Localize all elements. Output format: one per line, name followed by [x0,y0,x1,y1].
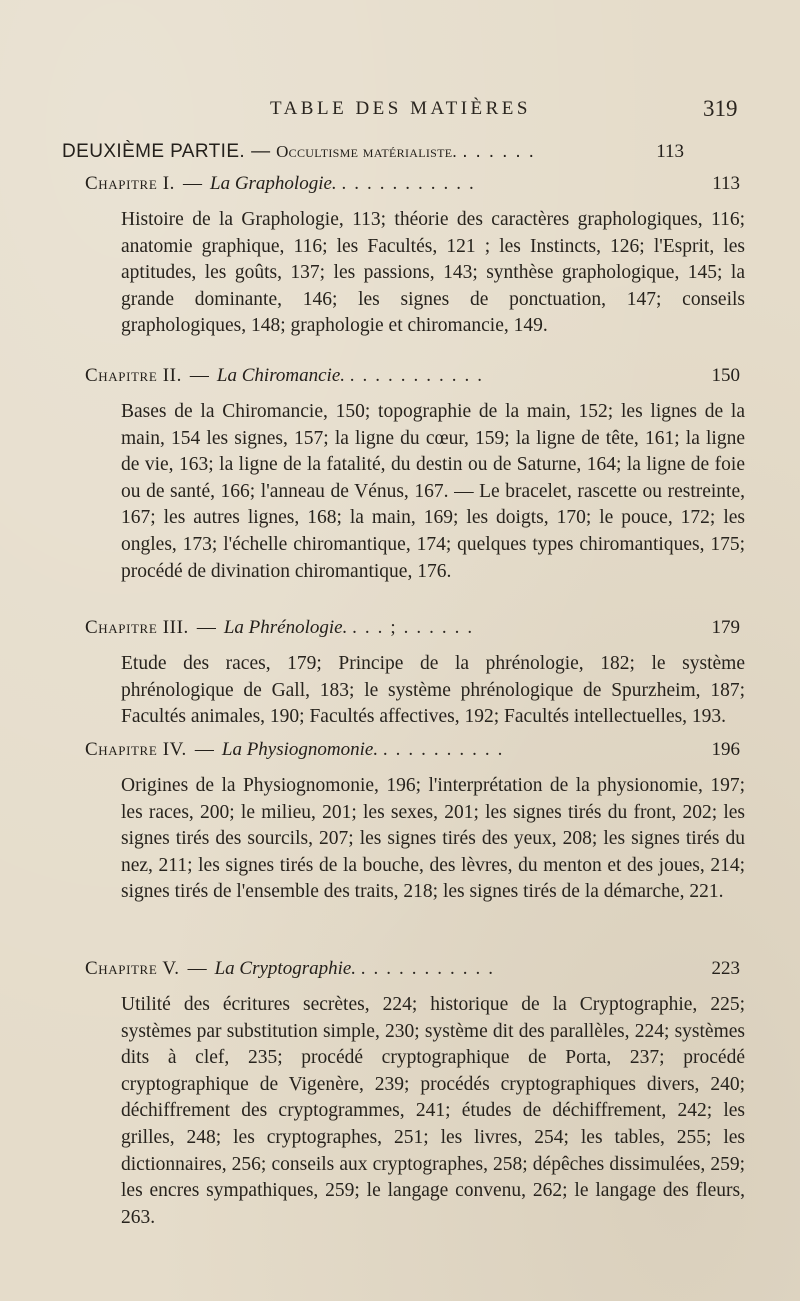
chapter-contents: Bases de la Chiromancie, 150; topographie de la main, 152; les lignes de la main, 154 les signes, 157; la ligne du cœur, 159; la ligne de tête, 161; la ligne de vie, 163; la ligne de la fatalité, du destin ou de Saturne, 164; la ligne de foie ou de santé, 166; l'anneau de Vénus, 167. — Le bracelet, rascette ou restreinte, 167; les autres lignes, 168; la main, 169; les doigts, 170; le pouce, 172; les ongles, 173; l'échelle chiromantique, 174; quelques types chiromantiques, 175; procédé de divination chiromantique, 176. [121,401,745,582]
chapter-label: Chapitre IV. [85,739,187,760]
dot-leader: ........... [360,958,502,979]
chapter-label: Chapitre V. [85,958,180,979]
chapter-entry-2 [85,365,745,585]
chapter-contents: Origines de la Physiognomonie, 196; l'interprétation de la physionomie, 197; les races, 200; le milieu, 201; les sexes, 201; les signes tirés du front, 202; les signes tirés des sourcils, 207; les signes tirés des yeux, 208; les signes tirés du nez, 211; les signes tirés de la bouche, des lèvres, du menton et des joues, 214; signes tirés de l'ensemble des traits, 218; les signes tirés de la démarche, 221. [121,775,745,903]
chapter-title: La Physiognomonie. [221,739,379,760]
running-title: TABLE DES MATIÈRES [270,98,531,119]
chapter-heading [85,617,745,645]
chapter-dash: — [196,617,216,638]
chapter-dash: — [189,365,209,386]
chapter-label: Chapitre I. [85,173,175,194]
chapter-dash: — [194,739,214,760]
running-header [0,96,800,130]
chapter-entry-4 [85,739,745,906]
chapter-page: 150 [711,365,740,386]
chapter-heading [85,173,745,201]
chapter-label: Chapitre II. [85,365,182,386]
part-subtitle: Occultisme matérialiste. [276,142,457,161]
chapter-contents: Histoire de la Graphologie, 113; théorie des caractères graphologiques, 116; anatomie graphique, 116; les Facultés, 121 ; les Instincts, 126; l'Esprit, les aptitudes, les goûts, 137; les passions, 143; synthèse graphologique, 145; la grande dominante, 146; les signes de ponctuation, 147; conseils graphologiques, 148; graphologie et chiromancie, 149. [121,209,745,337]
chapter-dash: — [187,958,207,979]
chapter-page: 223 [711,958,740,979]
part-title: DEUXIÈME PARTIE. [62,141,246,162]
chapter-page: 179 [711,617,740,638]
chapter-heading [85,365,745,393]
part-page: 113 [656,141,684,162]
dot-leader: ...;...... [352,617,481,638]
dot-leader: ........... [341,173,482,194]
dot-leader: ...... [462,141,542,162]
chapter-page: 196 [711,739,740,760]
chapter-dash: — [183,173,202,194]
chapter-title: La Cryptographie. [214,958,357,979]
page-number: 319 [703,96,738,121]
part-heading [62,141,742,163]
chapter-title: La Phrénologie. [223,617,348,638]
part-separator: — [251,141,271,162]
chapter-heading [85,958,745,986]
chapter-label: Chapitre III. [85,617,189,638]
dot-leader: ........... [349,365,490,386]
chapter-entry-1 [85,173,745,340]
chapter-page: 113 [712,173,740,194]
chapter-contents: Etude des races, 179; Principe de la phrénologie, 182; le système phrénologique de Gall, 183; le système phrénologique de Spurzheim, 187; Facultés animales, 190; Facultés affectives, 192; Facultés intellectuelles, 193. [121,653,745,728]
dot-leader: .......... [382,739,511,760]
chapter-title: La Chiromancie. [216,365,345,386]
chapter-heading [85,739,745,767]
chapter-entry-5 [85,958,745,1231]
chapter-title: La Graphologie. [210,173,337,194]
chapter-contents: Utilité des écritures secrètes, 224; historique de la Cryptographie, 225; systèmes par substitution simple, 230; système dit des parallèles, 224; systèmes dits à clef, 235; procédé cryptographique de Porta, 237; procédé cryptographique de Vigenère, 239; procédés cryptographiques divers, 240; déchiffrement des cryptogrammes, 241; études de déchiffrement, 242; les grilles, 248; les cryptographes, 251; les livres, 254; les tables, 255; les dictionnaires, 256; conseils aux cryptographes, 258; dépêches dissimulées, 259; les encres sympathiques, 259; le langage convenu, 262; le langage des fleurs, 263. [121,994,745,1228]
chapter-entry-3 [85,617,745,731]
